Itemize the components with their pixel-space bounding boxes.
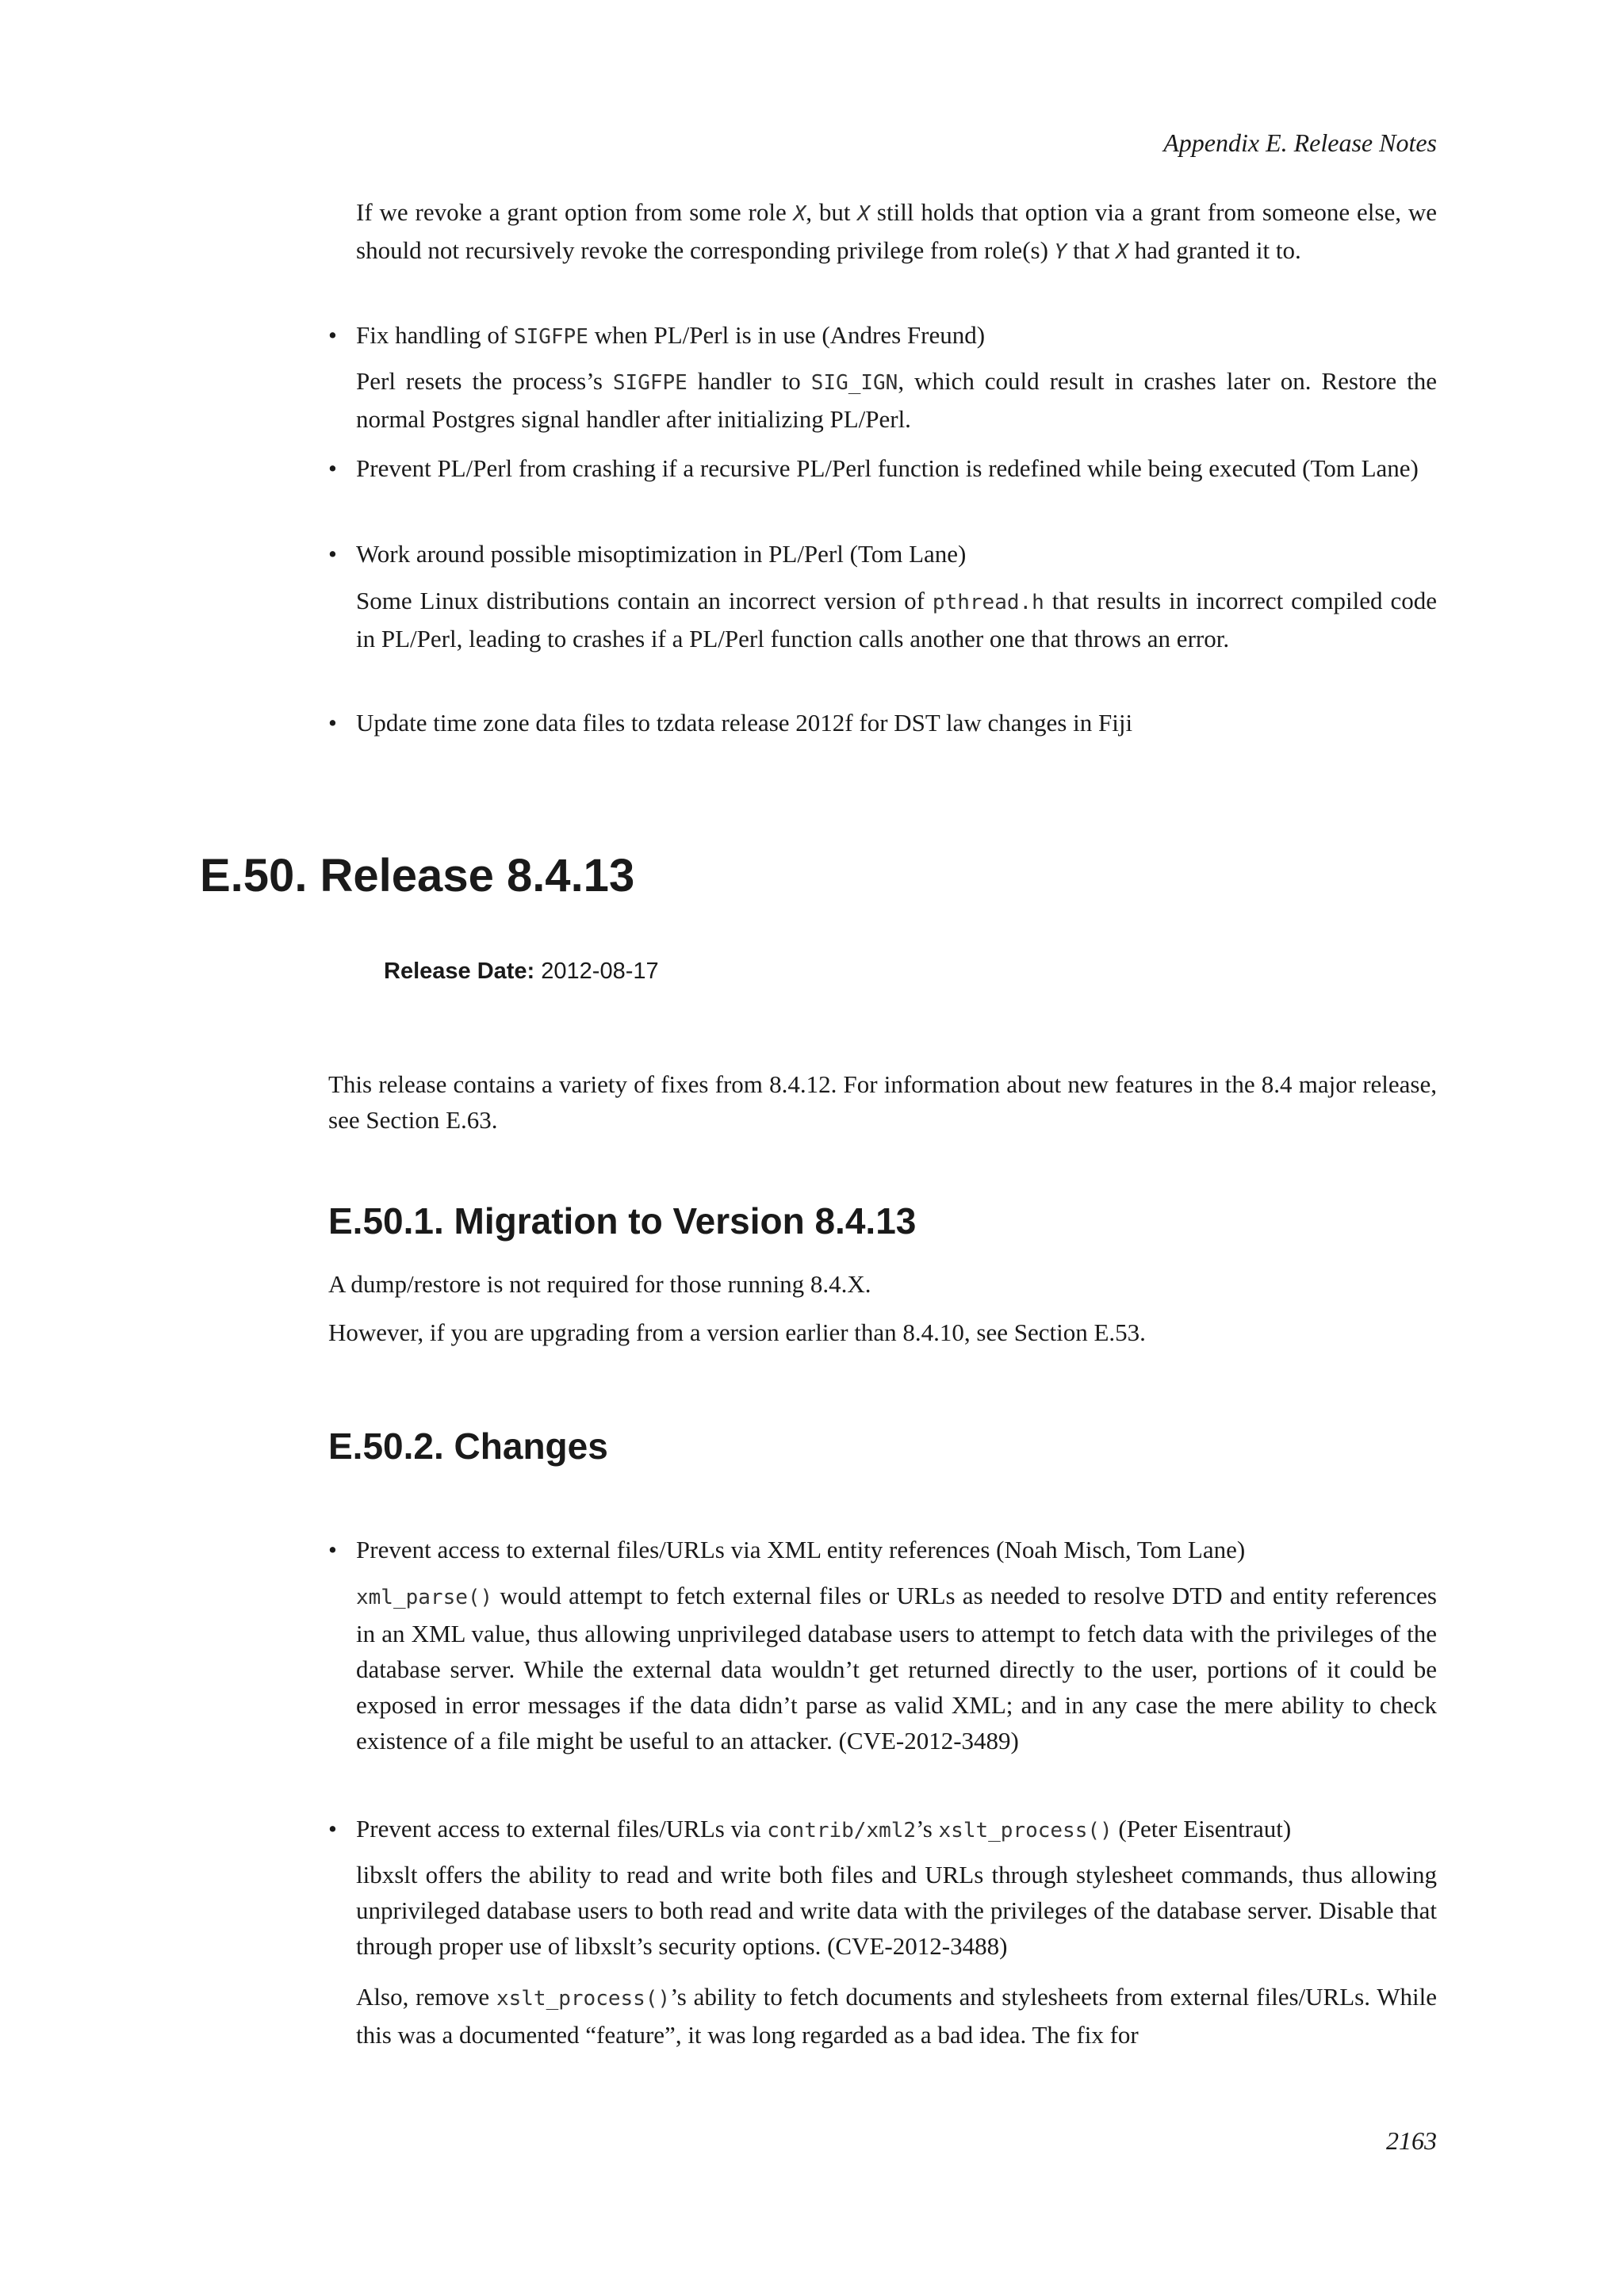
bullet: • <box>328 454 337 482</box>
release-date-label: Release Date: <box>384 959 535 984</box>
section-heading: E.50. Release 8.4.13 <box>200 850 635 901</box>
xslt-description: libxslt offers the ability to read and write both files and URLs through stylesheet commands, thus allowing unprivileged database users to both read and write data with the privileges of the database server. Disable that through proper use of libxslt’s security options. (CVE-2012-3488) <box>356 1861 1437 1960</box>
list-item-title: Work around possible misoptimization in PL/Perl (Tom Lane) <box>356 540 967 568</box>
bullet: • <box>328 321 337 349</box>
intro-paragraph: If we revoke a grant option from some role X, but X still holds that option via a grant from someone else, we should not recursively revoke the corresponding privilege from role(s) Y that X had granted it to. <box>356 198 1437 264</box>
migration-heading: E.50.1. Migration to Version 8.4.13 <box>328 1200 917 1242</box>
sigfpe-description: Perl resets the process’s SIGFPE handler to SIG_IGN, which could result in crashes later on. Restore the normal Postgres signal handler after initializing PL/Perl. <box>356 367 1437 433</box>
page-number: 2163 <box>1386 2126 1437 2155</box>
list-item-title: Update time zone data files to tzdata release 2012f for DST law changes in Fiji <box>356 709 1133 737</box>
list-item-recursive <box>328 450 1437 486</box>
bullet: • <box>328 540 337 568</box>
role-x: X <box>793 202 806 226</box>
list-item-title: Prevent access to external files/URLs via XML entity references (Noah Misch, Tom Lane) <box>356 1536 1246 1563</box>
xml-entity-description: xml_parse() would attempt to fetch external files or URLs as needed to resolve DTD and entity references in an XML value, thus allowing unprivileged database users to attempt to fetch data with the privileges of the database server. While the external data wouldn’t get returned directly to the user, portions of it could be exposed in error messages if the data didn’t parse as valid XML; and in any case the mere ability to check existence of a file might be useful to an attacker. (CVE-2012-3489) <box>356 1582 1437 1755</box>
release-date <box>384 955 659 987</box>
role-x: X <box>1116 240 1128 264</box>
list-item-timezone <box>328 705 1437 740</box>
list-item-xslt <box>328 1811 1437 1849</box>
list-item-xml-entity <box>328 1532 1437 1567</box>
migration-paragraph: However, if you are upgrading from a version earlier than 8.4.10, see Section E.53. <box>328 1318 1146 1346</box>
role-y: Y <box>1054 240 1067 264</box>
running-header: Appendix E. Release Notes <box>1163 128 1437 157</box>
bullet: • <box>328 1536 337 1563</box>
list-item-title: Prevent PL/Perl from crashing if a recursive PL/Perl function is redefined while being executed (Tom Lane) <box>356 454 1419 482</box>
list-item-title: Fix handling of SIGFPE when PL/Perl is in use (Andres Freund) <box>356 321 986 349</box>
misoptimization-description: Some Linux distributions contain an incorrect version of pthread.h that results in incorrect compiled code in PL/Perl, leading to crashes if a PL/Perl function calls another one that throws an error. <box>356 587 1437 652</box>
bullet: • <box>328 1815 337 1843</box>
list-item-misoptimization <box>328 536 1437 572</box>
release-date-value: 2012-08-17 <box>534 959 659 984</box>
list-item-title: Prevent access to external files/URLs via contrib/xml2’s xslt_process() (Peter Eisentraut) <box>356 1815 1292 1843</box>
xslt-description-continued: Also, remove xslt_process()’s ability to fetch documents and stylesheets from external files/URLs. While this was a documented “feature”, it was long regarded as a bad idea. The fix for <box>356 1983 1437 2049</box>
migration-paragraph: A dump/restore is not required for those running 8.4.X. <box>328 1270 871 1298</box>
bullet: • <box>328 709 337 737</box>
role-x: X <box>857 202 871 226</box>
release-overview: This release contains a variety of fixes from 8.4.12. For information about new features in the 8.4 major release, see Section E.63. <box>328 1070 1437 1134</box>
changes-heading: E.50.2. Changes <box>328 1425 608 1467</box>
list-item-sigfpe <box>328 317 1437 355</box>
